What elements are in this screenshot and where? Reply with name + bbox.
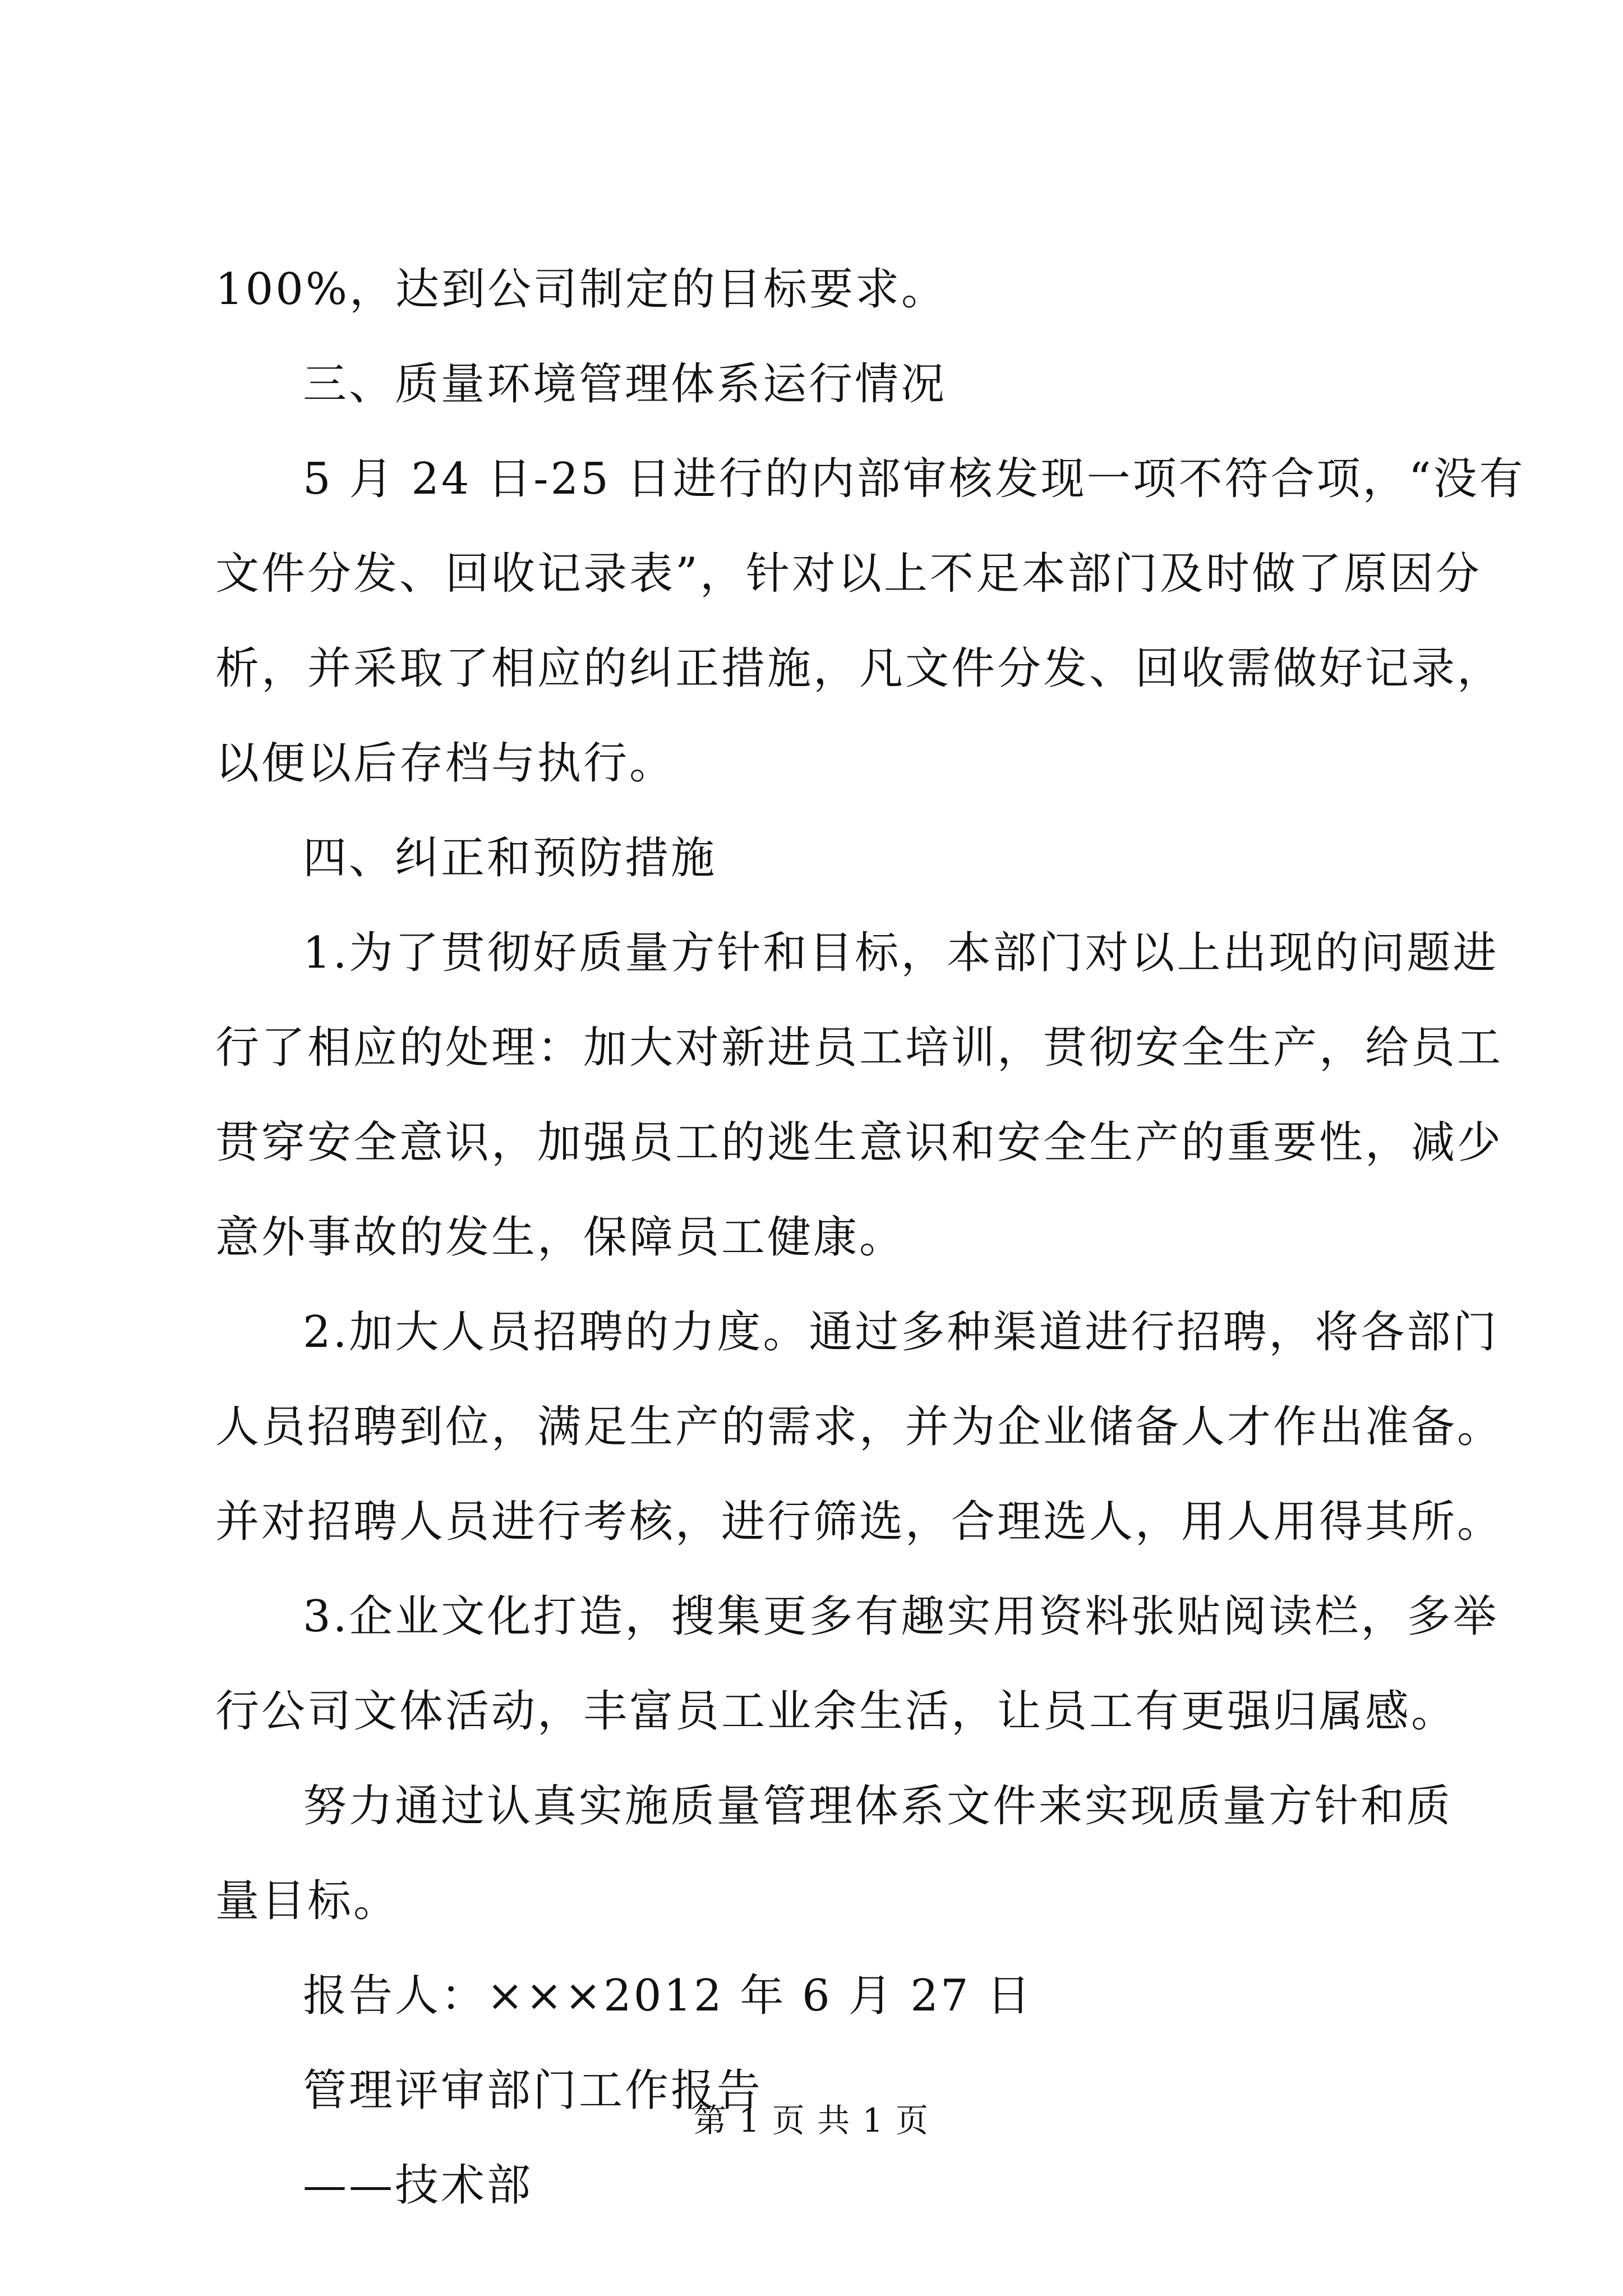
reporter-line: 报告人：×××2012 年 6 月 27 日 [303, 1971, 1033, 2021]
text-line: 3.企业文化打造，搜集更多有趣实用资料张贴阅读栏，多举 [303, 1591, 1499, 1642]
text-line: 并对招聘人员进行考核，进行筛选，合理选人，用人用得其所。 [215, 1497, 1504, 1547]
text-line: 5 月 24 日-25 日进行的内部审核发现一项不符合项，“没有 [303, 454, 1525, 504]
department-line: ——技术部 [303, 2160, 533, 2211]
page-footer: 第 1 页 共 1 页 [694, 2101, 929, 2139]
report-title: 管理评审部门工作报告 [303, 2065, 763, 2116]
document-body [215, 242, 1525, 2233]
text-line: 行公司文体活动，丰富员工业余生活，让员工有更强归属感。 [215, 1686, 1458, 1737]
text-line: 人员招聘到位，满足生产的需求，并为企业储备人才作出准备。 [215, 1402, 1504, 1452]
text-line: 以便以后存档与执行。 [215, 738, 676, 789]
text-line: 量目标。 [215, 1876, 400, 1926]
text-line: 努力通过认真实施质量管理体系文件来实现质量方针和质 [303, 1781, 1453, 1832]
text-line: 贯穿安全意识，加强员工的逃生意识和安全生产的重要性，减少 [215, 1117, 1504, 1168]
section-heading: 四、纠正和预防措施 [303, 833, 717, 884]
text-line: 析，并采取了相应的纠正措施，凡文件分发、回收需做好记录， [215, 643, 1504, 694]
text-line: 100%，达到公司制定的目标要求。 [215, 264, 947, 315]
text-line: 文件分发、回收记录表”，针对以上不足本部门及时做了原因分 [215, 549, 1482, 599]
section-heading: 三、质量环境管理体系运行情况 [303, 359, 947, 409]
text-line: 2.加大人员招聘的力度。通过多种渠道进行招聘，将各部门 [303, 1307, 1499, 1358]
text-line: 1.为了贯彻好质量方针和目标，本部门对以上出现的问题进 [303, 928, 1499, 978]
text-line: 意外事故的发生，保障员工健康。 [215, 1212, 906, 1263]
text-line: 行了相应的处理：加大对新进员工培训，贯彻安全生产，给员工 [215, 1023, 1504, 1073]
